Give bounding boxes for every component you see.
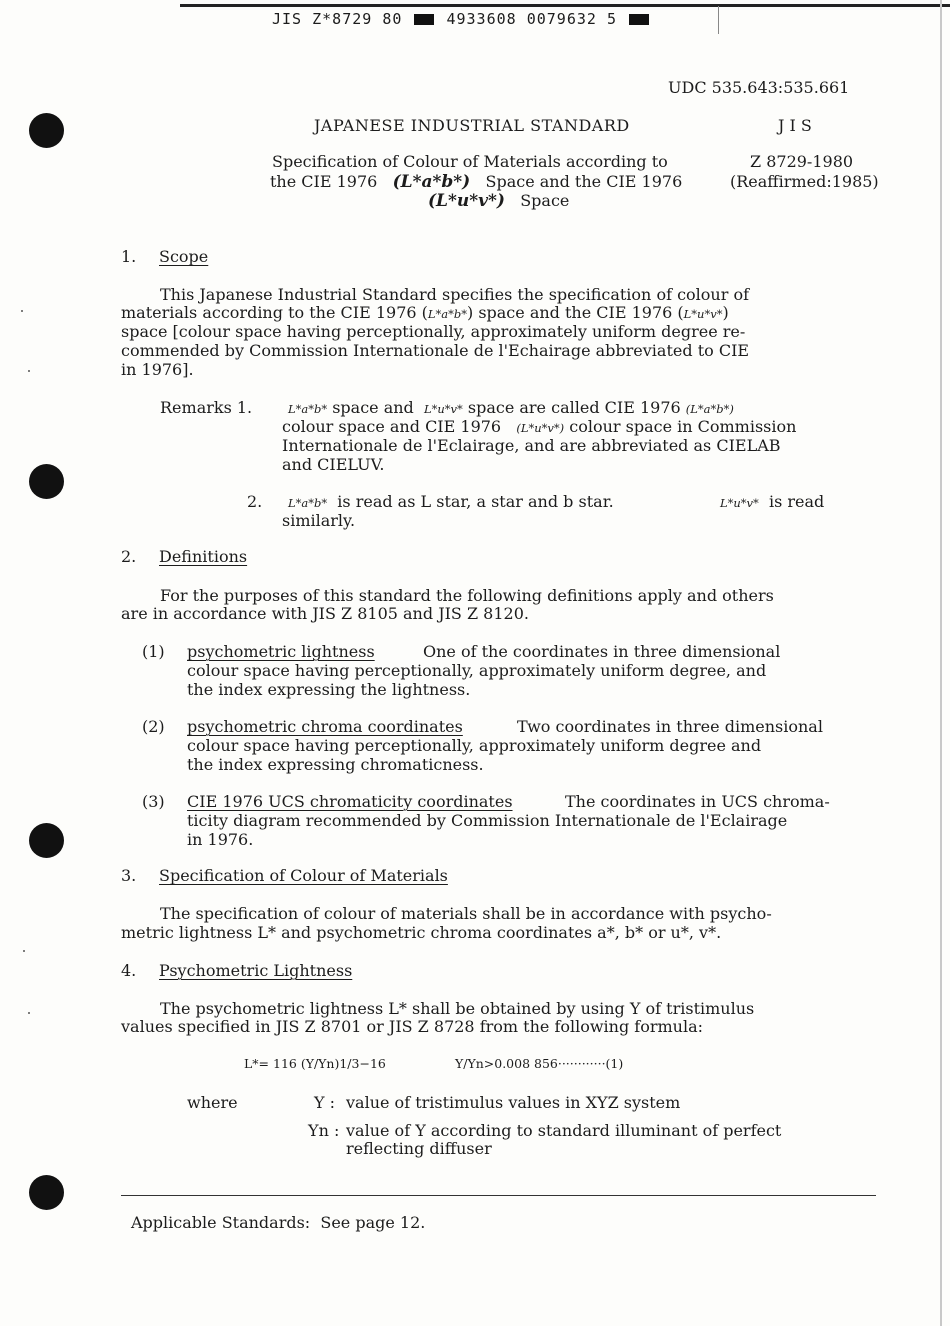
spec-title-cie-text: the CIE 1976 xyxy=(270,172,378,191)
punch-hole xyxy=(29,1175,64,1210)
punch-hole xyxy=(29,464,64,499)
section-3-line-1: The specification of colour of materials shall be in accordance with psycho- xyxy=(160,904,772,923)
scope-line-3: space [colour space having perceptionally, approximately uniform degree re- xyxy=(121,322,746,341)
section-2-number: 2. xyxy=(121,547,137,566)
section-3-line-2: metric lightness L* and psychometric chroma coordinates a*, b* or u*, v*. xyxy=(121,923,722,942)
standard-title: JAPANESE INDUSTRIAL STANDARD xyxy=(314,116,630,135)
remark-1-line-4: and CIELUV. xyxy=(282,455,385,474)
scan-speck xyxy=(28,370,30,372)
definition-2-line-3: the index expressing chromaticness. xyxy=(187,755,484,774)
remark-2-read xyxy=(720,493,824,513)
scope-line-5: in 1976]. xyxy=(121,360,194,379)
lab-notation: L*a*b* xyxy=(427,307,467,321)
header-tick xyxy=(718,6,719,34)
definition-2-number: (2) xyxy=(142,717,165,736)
where-y-symbol: Y : xyxy=(314,1093,336,1112)
remark-1-line-1 xyxy=(288,399,734,419)
scan-speck xyxy=(21,310,23,312)
remark-text: is read as L star, a star and b star. xyxy=(337,492,614,511)
scope-text: materials according to the CIE 1976 ( xyxy=(121,303,428,322)
definition-1-term: psychometric lightness xyxy=(187,642,375,661)
jis-label: J I S xyxy=(778,116,812,135)
remark-1-line-3: Internationale de l'Eclairage, and are abbreviated as CIELAB xyxy=(282,436,781,455)
remark-1-line-2 xyxy=(282,418,796,438)
spec-title-line3 xyxy=(428,192,569,211)
definition-1-line-2: colour space having perceptionally, approximately uniform degree, and xyxy=(187,661,767,680)
definitions-line-1: For the purposes of this standard the following definitions apply and others xyxy=(160,586,774,605)
where-label: where xyxy=(187,1093,238,1112)
definition-2-term: psychometric chroma coordinates xyxy=(187,717,463,736)
top-rule xyxy=(180,4,950,7)
section-1-number: 1. xyxy=(121,247,137,266)
luv-notation: L*u*v* xyxy=(683,307,723,321)
formula-left: L*= 116 (Y/Yn)1/3−16 xyxy=(244,1056,386,1071)
where-y-text: value of tristimulus values in XYZ system xyxy=(346,1093,681,1112)
luv-notation: (L*u*v*) xyxy=(428,191,505,211)
spec-title-line1: Specification of Colour of Materials according to xyxy=(272,152,668,171)
spec-title-space-word: Space xyxy=(520,191,570,210)
scope-text: ) xyxy=(722,303,729,322)
formula-right: Y/Yn>0.008 856············(1) xyxy=(455,1056,624,1071)
document-code-header xyxy=(272,10,651,28)
header-black-block xyxy=(414,14,434,25)
definition-1-line-3: the index expressing the lightness. xyxy=(187,680,471,699)
scan-speck xyxy=(28,1012,30,1014)
luv-notation: L*u*v* xyxy=(720,496,759,510)
applicable-standards: Applicable Standards: See page 12. xyxy=(131,1213,426,1232)
remark-2-line-1 xyxy=(288,493,614,513)
section-4-number: 4. xyxy=(121,961,137,980)
remark-text: space are called CIE 1976 xyxy=(467,398,681,417)
definition-2-line-1: Two coordinates in three dimensional xyxy=(517,717,823,736)
remarks-label: Remarks 1. xyxy=(160,398,253,417)
section-1-title: Scope xyxy=(159,247,209,266)
definition-2-line-2: colour space having perceptionally, approximately uniform degree and xyxy=(187,736,762,755)
where-yn-symbol: Yn : xyxy=(308,1121,340,1140)
definition-1-line-1: One of the coordinates in three dimensional xyxy=(423,642,781,661)
remark-2-number: 2. xyxy=(247,492,263,511)
section-3-title: Specification of Colour of Materials xyxy=(159,866,448,885)
spec-title-line2 xyxy=(270,173,682,192)
where-yn-text: value of Y according to standard illuminant of perfect xyxy=(346,1121,782,1140)
header-black-block xyxy=(629,14,649,25)
definitions-line-2: are in accordance with JIS Z 8105 and JIS Z 8120. xyxy=(121,604,529,623)
definition-1-number: (1) xyxy=(142,642,165,661)
scope-line-2 xyxy=(121,304,729,324)
definition-3-number: (3) xyxy=(142,792,165,811)
punch-hole xyxy=(29,113,64,148)
section-3-number: 3. xyxy=(121,866,137,885)
section-2-title: Definitions xyxy=(159,547,248,566)
luv-notation: L*u*v* xyxy=(423,402,463,416)
definition-3-line-1: The coordinates in UCS chroma- xyxy=(565,792,830,811)
scope-text: ) space and the CIE 1976 ( xyxy=(466,303,684,322)
header-code-mid: 4933608 0079632 5 xyxy=(446,10,617,28)
lab-notation: (L*a*b*) xyxy=(685,402,734,416)
punch-hole xyxy=(29,823,64,858)
section-4-title: Psychometric Lightness xyxy=(159,961,353,980)
section-4-line-1: The psychometric lightness L* shall be obtained by using Y of tristimulus xyxy=(160,999,755,1018)
section-4-line-2: values specified in JIS Z 8701 or JIS Z 8728 from the following formula: xyxy=(121,1017,704,1036)
scan-speck xyxy=(23,950,25,952)
standard-number: Z 8729-1980 xyxy=(750,152,854,171)
definition-3-line-2: ticity diagram recommended by Commission Internationale de l'Eclairage xyxy=(187,811,788,830)
luv-notation: (L*u*v*) xyxy=(516,421,565,435)
reaffirmed-note: (Reaffirmed:1985) xyxy=(730,172,879,191)
remark-text: space and xyxy=(332,398,414,417)
definition-3-line-3: in 1976. xyxy=(187,830,254,849)
scope-line-4: commended by Commission Internationale de l'Echairage abbreviated to CIE xyxy=(121,341,750,360)
lab-notation: L*a*b* xyxy=(288,402,328,416)
lab-notation: (L*a*b*) xyxy=(392,172,471,192)
remark-text: is read xyxy=(768,492,825,511)
remark-text: colour space in Commission xyxy=(569,417,797,436)
right-edge-line xyxy=(940,0,942,1326)
spec-title-space-text: Space and the CIE 1976 xyxy=(485,172,683,191)
udc-number: UDC 535.643:535.661 xyxy=(668,78,850,97)
footer-rule xyxy=(121,1195,876,1196)
lab-notation: L*a*b* xyxy=(288,496,328,510)
where-yn-line-2: reflecting diffuser xyxy=(346,1139,492,1158)
remark-text: colour space and CIE 1976 xyxy=(282,417,502,436)
header-code-left: JIS Z*8729 80 xyxy=(272,10,403,28)
remark-2-line-2: similarly. xyxy=(282,511,356,530)
scope-line-1: This Japanese Industrial Standard specifies the specification of colour of xyxy=(160,285,750,304)
definition-3-term: CIE 1976 UCS chromaticity coordinates xyxy=(187,792,513,811)
